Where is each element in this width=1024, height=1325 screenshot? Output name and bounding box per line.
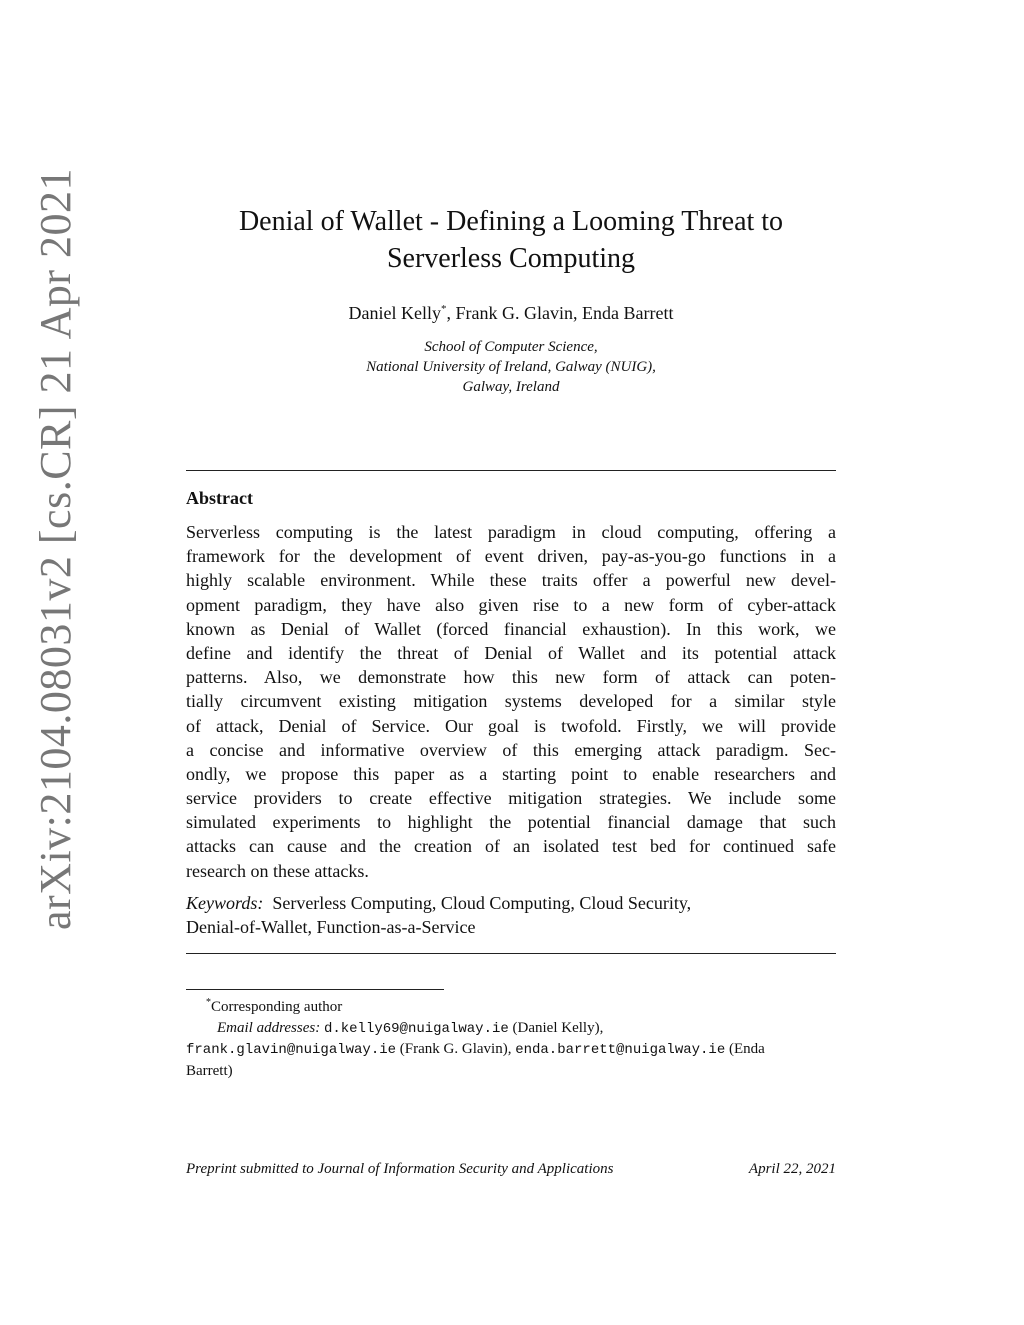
abstract-line: attacks can cause and the creation of an isolated test bed for continued safe — [186, 836, 836, 857]
title-line-2: Serverless Computing — [386, 243, 636, 274]
author-list — [186, 303, 836, 324]
affiliation-line-2: National University of Ireland, Galway (NUIG), — [366, 359, 656, 375]
keywords-text-2: Denial-of-Wallet, Function-as-a-Service — [186, 917, 476, 938]
abstract-body — [186, 520, 836, 883]
preprint-footer — [186, 1161, 836, 1178]
abstract-line: of attack, Denial of Service. Our goal is twofold. Firstly, we will provide — [186, 715, 836, 736]
email-name-kelly: (Daniel Kelly), — [508, 1019, 604, 1036]
email-link-glavin[interactable]: frank.glavin@nuigalway.ie — [186, 1042, 397, 1058]
footnote-rule — [186, 989, 444, 990]
abstract-top-rule — [186, 470, 836, 471]
affiliation-line-1: School of Computer Science, — [424, 339, 598, 355]
abstract-line: framework for the development of event driven, pay-as-you-go functions in a — [186, 546, 836, 567]
abstract-heading: Abstract — [186, 488, 253, 508]
abstract-line: Serverless computing is the latest paradigm in cloud computing, offering a — [186, 522, 836, 542]
abstract-line: service providers to create effective mitigation strategies. We include some — [186, 788, 836, 809]
abstract-line: simulated experiments to highlight the potential financial damage that such — [186, 812, 836, 833]
email-link-barrett[interactable]: enda.barrett@nuigalway.ie — [515, 1042, 726, 1058]
affiliation-line-3: Galway, Ireland — [462, 379, 560, 395]
keywords-label: Keywords: — [186, 893, 264, 913]
corresponding-label: Corresponding author — [211, 999, 343, 1015]
affiliation — [186, 337, 836, 397]
abstract-line: highly scalable environment. While these traits offer a powerful new devel- — [186, 570, 836, 591]
keywords-text-1: Serverless Computing, Cloud Computing, Cloud Security, — [272, 893, 692, 913]
abstract-line: research on these attacks. — [186, 860, 369, 881]
footnote-email-line-2 — [186, 1039, 836, 1061]
footnote — [186, 993, 836, 1081]
abstract-line: known as Denial of Wallet (forced financial exhaustion). In this work, we — [186, 618, 836, 639]
keywords — [186, 891, 836, 939]
footnote-email-line-1 — [186, 1018, 836, 1040]
abstract-line: opment paradigm, they have also given rise to a new form of cyber-attack — [186, 594, 836, 615]
abstract-line: tially circumvent existing mitigation systems developed for a similar style — [186, 691, 836, 712]
email-name-barrett: (Enda — [725, 1041, 765, 1057]
abstract-line: patterns. Also, we demonstrate how this new form of attack can poten- — [186, 667, 836, 688]
preprint-date: April 22, 2021 — [748, 1161, 836, 1177]
footnote-corresponding — [186, 993, 836, 1018]
title-line-1: Denial of Wallet - Defining a Looming Threat to — [238, 206, 784, 237]
keywords-line-1 — [186, 891, 836, 915]
paper-title — [186, 203, 836, 277]
email-label: Email addresses: — [217, 1019, 321, 1036]
email-name-glavin: (Frank G. Glavin), — [396, 1041, 516, 1057]
journal-note: Preprint submitted to Journal of Information Security and Applications — [186, 1161, 614, 1177]
author-first: Daniel Kelly — [348, 303, 442, 323]
abstract-line: a concise and informative overview of this emerging attack paradigm. Sec- — [186, 739, 836, 760]
footnote-email-line-3: Barrett) — [186, 1062, 233, 1079]
abstract-bottom-rule — [186, 953, 836, 954]
corresponding-author-mark: * — [441, 303, 447, 315]
email-link-kelly[interactable]: d.kelly69@nuigalway.ie — [323, 1020, 509, 1037]
footnote-mark: * — [206, 997, 211, 1008]
abstract-line: define and identify the threat of Denial of Wallet and its potential attack — [186, 642, 836, 663]
arxiv-identifier-stamp[interactable]: arXiv:2104.08031v2 [cs.CR] 21 Apr 2021 — [31, 167, 80, 930]
author-rest: , Frank G. Glavin, Enda Barrett — [446, 303, 674, 323]
abstract-line: ondly, we propose this paper as a starting point to enable researchers and — [186, 763, 836, 784]
